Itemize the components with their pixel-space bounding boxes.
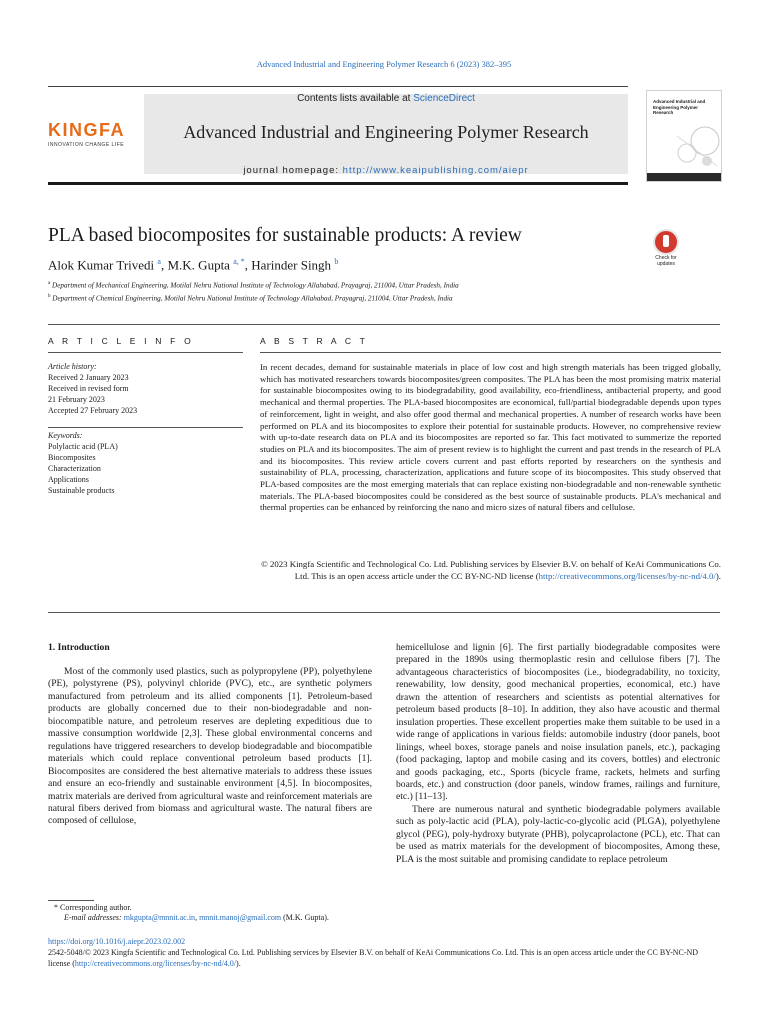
abstract-rule [260,352,721,353]
affiliation-text: Department of Mechanical Engineering, Motilal Nehru National Institute of Technology Allahabad, Prayagraj, 211004, Uttar Pradesh, India [52,281,459,290]
history-label: Article history: [48,362,97,371]
license-notice [48,948,720,969]
journal-title: Advanced Industrial and Engineering Polymer Research [183,122,589,142]
check-updates-label: Check for updates [655,255,677,267]
author-affil-link[interactable]: a [157,257,161,266]
author-affil-link[interactable]: a, * [233,257,245,266]
history-item: Accepted 27 February 2023 [48,406,138,415]
license-link[interactable]: http://creativecommons.org/licenses/by-nc-nd/4.0/ [74,958,237,968]
keyword-item: Polylactic acid (PLA) [48,442,118,451]
logo-word: KINGFA [48,120,126,140]
email-note [64,913,329,922]
keyword-item: Characterization [48,464,101,473]
kingfa-logo [48,120,140,160]
affiliation [48,294,453,302]
sciencedirect-link[interactable]: ScienceDirect [413,93,475,104]
email-sep: , [195,913,200,922]
paragraph: Most of the commonly used plastics, such as polypropylene (PP), polyethylene (PE), polystyrene (PS), polyvinyl chloride (PVC), etc., are synthetic polymers manufactured from petroleum and its allied components [1]. Petroleum-based products are globally concerned due to their non-biodegradable and non-biocompatible nature, and petroleum reserves are depleting expeditious due to massive consumption worldwide [2,3]. These global environmental concerns and regulations have triggered researchers to develop biodegradable and biocompatible materials which could replace conventional petroleum based products [1]. Biocomposites are considered the best alternative materials to address these issues and ensure an eco-friendly and sustainable environment [4,5]. In biocomposites, matrix materials are derived from agricultural waste and reinforcement materials are natural fibers derived from biomass and agricultural waste. The natural fibers are composed of cellulose, [48,666,372,827]
keywords [48,430,243,496]
info-rule [48,352,243,353]
affiliation [48,281,459,289]
cover-title: Advanced Industrial and Engineering Polymer Research [653,99,706,115]
paragraph: There are numerous natural and synthetic biodegradable polymers available such as poly-lactic acid (PLA), poly-lactic-co-glycolic acid (PLGA), polyethylene glycol (PEG), poly-hydroxy butyrate (PHB), polycaprolactone (PCL), etc. That can be used as matrix materials for the development of biocomposites, Among these, PLA is the most suitable and promising candidate to replace petroleum [396,803,720,865]
copyright-end: ). [715,570,721,581]
keyword-item: Applications [48,475,89,484]
author-name: M.K. Gupta [167,257,230,273]
corresponding-author-note: * Corresponding author. [54,903,132,912]
body-column-right [396,642,720,866]
affiliation-text: Department of Chemical Engineering, Motilal Nehru National Institute of Technology Allahabad, Prayagraj, 211004, Uttar Pradesh, India [52,294,453,303]
masthead [48,86,628,185]
body-column-left [48,666,372,828]
email-link[interactable]: mnnit.manoj@gmail.com [199,913,282,922]
license-link[interactable]: http://creativecommons.org/licenses/by-nc-nd/4.0/ [538,570,716,581]
abstract-heading: A B S T R A C T [260,336,369,346]
cover-band [647,173,721,181]
keyword-item: Biocomposites [48,453,96,462]
section-rule-bottom [48,612,720,613]
homepage-line [144,165,628,176]
keywords-label: Keywords: [48,431,83,440]
email-suffix: (M.K. Gupta). [281,913,329,922]
abstract-text: In recent decades, demand for sustainable materials in place of low cost and high strength materials has been trigged globally, which has motivated researchers towards biocomposites/green composites. The PLA has been the most promising matrix material for sustainable biocomposites owing to its biodegradability, good availability, eco-friendliness, antibacterial property, and good mechanical and thermal properties. The PLA-based biocomposites are economical, full/partial biodegradable depends upon types of reinforcement, light in weight, and also offer good thermal and mechanical properties. A number of research works have been performed on PLA and its biocomposites to explore their potential for sustainable products. However, no comprehensive review with up-to-date research data on PLA and its biocomposites are reported so far. This fact motivated to summerize the reported studies on PLA and its biocomposites. The aim of present review is to highlight the current and past trends in the research of PLA and its biocomposites. This review article covers current and past efforts reported by researchers on the synthesis and sustainability of PLA, processing, characterization, applications and future scope of its biocomposites. This study observed that PLA-based composites are the most emerging materials that can replace existing non-biodegradable and non-renewable synthetic materials. The PLA-based biocomposites could be considered as the best source of sustainable products. PLA's mechanical and thermal properties can be enhanced by reinforcing the nano and micro sizes of natural fibers and cellulose. [260,362,721,513]
article-history [48,361,243,416]
masthead-top-rule [48,86,628,87]
doi-link[interactable]: https://doi.org/10.1016/j.aiepr.2023.02.002 [48,937,186,946]
masthead-bottom-rule [48,182,628,185]
history-item: Received in revised form [48,384,129,393]
license-text: 2542-5048/© 2023 Kingfa Scientific and Technological Co. Ltd. Publishing services by Elsevier B.V. on behalf of KeAi Communications Co. Ltd. This is an open access article under the CC BY-NC-ND license ( [48,948,699,968]
section-rule [48,324,720,325]
keyword-item: Sustainable products [48,486,115,495]
check-for-updates-badge[interactable] [648,229,684,265]
affiliation-marker: b [48,294,51,299]
author-name: Harinder Singh [251,257,332,273]
author-affil-link[interactable]: b [334,257,339,266]
journal-cover-image[interactable] [646,90,722,182]
logo-tagline: INNOVATION CHANGE LIFE [48,142,125,148]
section-heading: 1. Introduction [48,642,110,653]
running-head[interactable]: Advanced Industrial and Engineering Polymer Research 6 (2023) 382–395 [256,59,512,69]
article-title: PLA based biocomposites for sustainable products: A review [48,225,522,246]
email-link[interactable]: mkgupta@mnnit.ac.in [123,913,196,922]
footnote-rule [48,900,94,901]
homepage-link[interactable]: http://www.keaipublishing.com/aiepr [342,165,529,176]
info-divider [48,427,243,428]
author-list: Alok Kumar Trivedi $^a$, M.K. Gupta $^{a, *}$, Harinder Singh $^b$ [48,257,339,273]
homepage-prefix: journal homepage: [243,165,343,176]
history-item: 21 February 2023 [48,395,105,404]
license-end: ). [236,958,241,968]
copyright-text: © 2023 Kingfa Scientific and Technological Co. Ltd. Publishing services by Elsevier B.V. on behalf of KeAi Communications Co. Ltd. This is an open access article under the CC BY-NC-ND license ( [261,559,721,581]
contents-prefix: Contents lists available at [297,93,414,104]
affiliation-marker: a [48,281,51,286]
history-item: Received 2 January 2023 [48,373,129,382]
article-info-heading: A R T I C L E I N F O [48,336,194,346]
email-label: E-mail addresses: [64,913,124,922]
abstract-copyright [260,559,721,582]
paragraph: hemicellulose and lignin [6]. The first partially biodegradable composites were prepared in the 1890s using thermoplastic resin and cellulose fibers [7]. The advantageous characteristics of biocomposites (i.e., biodegradability, no toxicity, renewability, low density, good mechanical properties, economical, etc.) have drawn the attention of researchers and scientists as potential alternatives for petroleum based products [8–10]. In addition, they also have acoustic and thermal insulation properties. These excellent properties make them suitable to be used in a wide range of applications in various fields: automobile industry (door panels, boot linings, wheel boxes, storage panels and noise insulation panels, etc.), packaging (food packaging, laptop and mobile casing and its covers, bottles) and electronic and goods packaging, etc., Sports (bicycle frame, rackets, helmets and surfing boards, etc.) and construction (door panels, window frames, railings and furniture, etc.) [11–13]. [396,642,720,803]
bookmark-icon [653,229,679,255]
author-name: Alok Kumar Trivedi [48,257,155,273]
contents-line [144,93,628,104]
